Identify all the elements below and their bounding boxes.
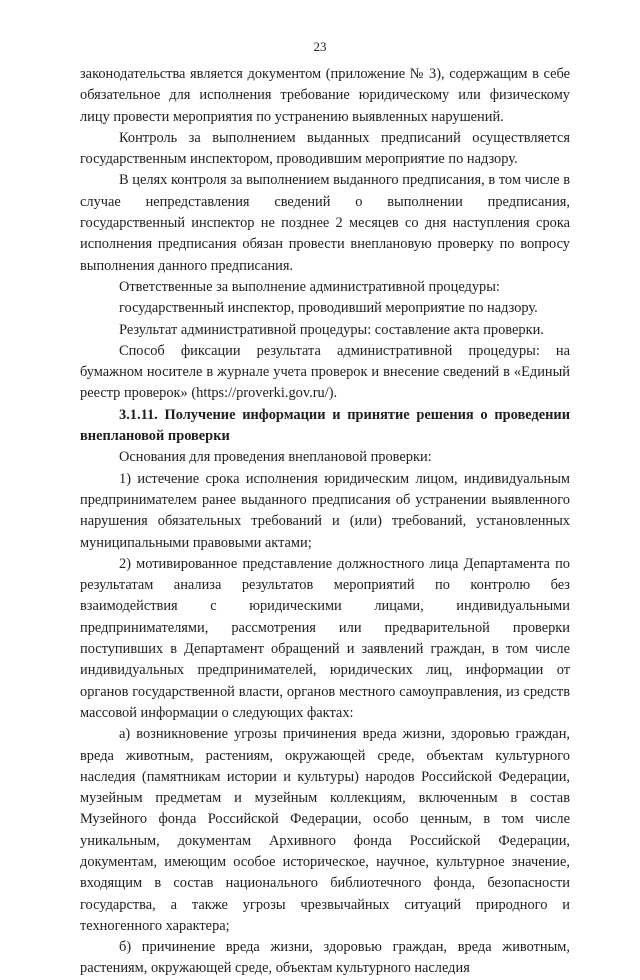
paragraph-inspector: государственный инспектор, проводивший мероприятие по надзору. [119,300,538,317]
paragraph-result: Результат административной процедуры: составление акта проверки. [119,321,544,338]
paragraph-grounds: Основания для проведения внеплановой проверки: [119,449,432,466]
paragraph-control: Контроль за выполнением выданных предписаний осуществляется государственным инспектором, проводившим мероприятие по надзору. [80,129,570,168]
paragraph-ground-1: 1) истечение срока исполнения юридическим лицом, индивидуальным предпринимателем ранее выданного предписания об устранении выявленного нарушения обязательных требований и (или) требований, установленных муниципальными правовыми актами; [80,470,570,551]
paragraph-control-purpose: В целях контроля за выполнением выданного предписания, в том числе в случае непредставления сведений о выполнении предписания, государственный инспектор не позднее 2 месяцев со дня наступления срока исполнения предписания обязан провести внеплановую проверку по вопросу выполнения данного предписания. [80,172,570,274]
paragraph-ground-2a: а) возникновение угрозы причинения вреда жизни, здоровью граждан, вреда животным, растениям, окружающей среде, объектам культурного наследия (памятникам истории и культуры) народов Российской Федерации, музейным предметам и музейным коллекциям, включенным в состав Музейного фонда Российской Федерации, особо ценным, в том числе уникальным, документам Архивного фонда Российской Федерации, документам, имеющим особое историческое, научное, культурное значение, входящим в состав национального библиотечного фонда, безопасности государства, а также угрозы чрезвычайных ситуаций природного и техногенного характера; [80,726,570,934]
page-number: 23 [313,39,327,54]
section-heading: 3.1.11. Получение информации и принятие решения о проведении внеплановой проверки [80,406,570,445]
document-body [80,64,570,980]
paragraph-legislation: законодательства является документом (приложение № 3), содержащим в себе обязательное для исполнения требование юридическому или физическому лицу провести мероприятия по устранению выявленных нарушений. [80,66,570,125]
paragraph-ground-2: 2) мотивированное представление должностного лица Департамента по результатам анализа результатов мероприятий по контролю без взаимодействия с юридическими лицами, индивидуальными предпринимателями, рассмотрения или предварительной проверки поступивших в Департамент обращений и заявлений граждан, в том числе индивидуальных предпринимателей, юридических лиц, информации от органов государственной власти, органов местного самоуправления, из средств массовой информации о следующих фактах: [80,555,570,721]
paragraph-responsible: Ответственные за выполнение административной процедуры: [119,278,500,295]
paragraph-fixation-method: Способ фиксации результата административной процедуры: на бумажном носителе в журнале учета проверок и внесение сведений в «Единый реестр проверок» (https://proverki.gov.ru/). [80,342,570,402]
paragraph-ground-2b: б) причинение вреда жизни, здоровью граждан, вреда животным, растениям, окружающей среде, объектам культурного наследия [80,939,570,977]
